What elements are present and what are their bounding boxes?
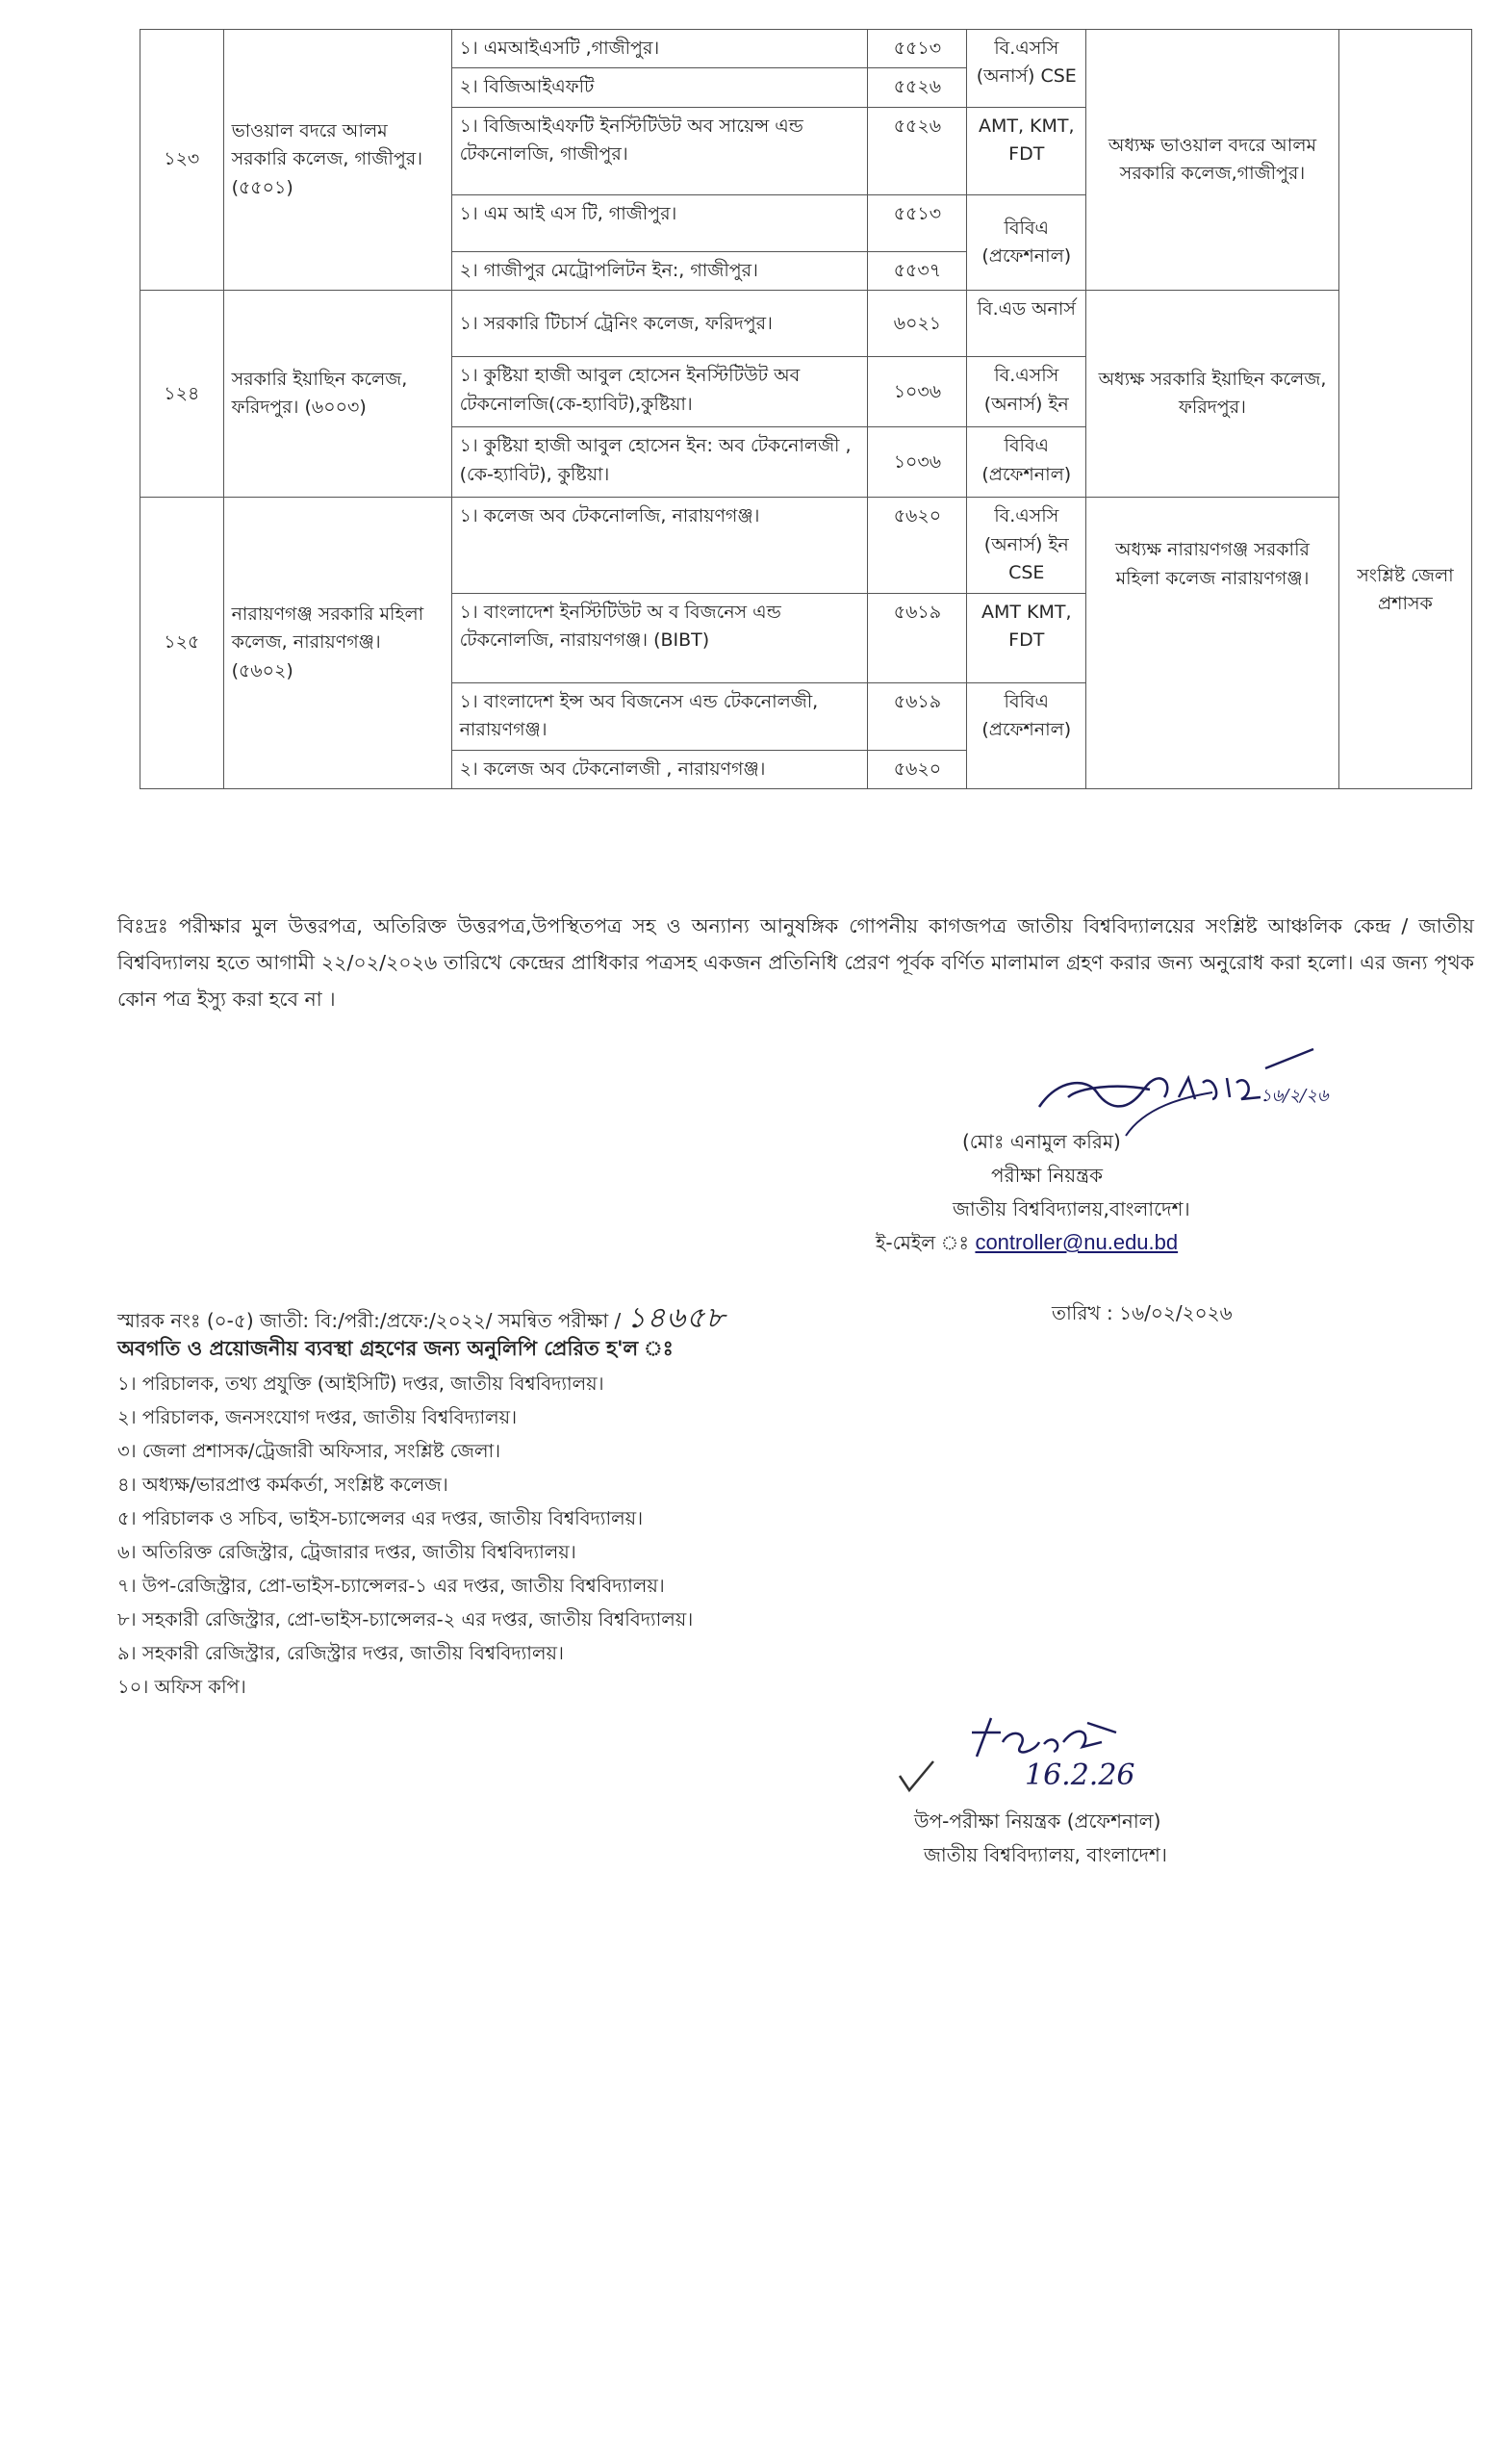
subject-cell: বি.এড অনার্স xyxy=(967,291,1086,357)
responsible-cell: অধ্যক্ষ ভাওয়াল বদরে আলম সরকারি কলেজ,গাজীপুর। xyxy=(1086,30,1339,291)
subject-cell: বি.এসসি (অনার্স) ইন CSE xyxy=(967,498,1086,593)
signatory-designation: উপ-পরীক্ষা নিয়ন্ত্রক (প্রফেশনাল) xyxy=(914,1810,1161,1833)
code-cell: ৫৬২০ xyxy=(868,750,967,788)
list-item: ৫। পরিচালক ও সচিব, ভাইস-চ্যান্সেলর এর দপ্তর, জাতীয় বিশ্ববিদ্যালয়। xyxy=(117,1507,644,1529)
code-cell: ৫৫১৩ xyxy=(868,30,967,68)
list-item: ৬। অতিরিক্ত রেজিস্ট্রার, ট্রেজারার দপ্তর, জাতীয় বিশ্ববিদ্যালয়। xyxy=(117,1541,576,1563)
subject-cell: বিবিএ (প্রফেশনাল) xyxy=(967,682,1086,788)
list-item: ৪। অধ্যক্ষ/ভারপ্রাপ্ত কর্মকর্তা, সংশ্লিষ্ট কলেজ। xyxy=(117,1474,448,1496)
subject-cell: বি.এসসি (অনার্স) CSE xyxy=(967,30,1086,108)
signature-date-handwritten: 16.2.26 xyxy=(1025,1758,1135,1792)
subject-cell: AMT, KMT, FDT xyxy=(967,107,1086,194)
list-item: ২। পরিচালক, জনসংযোগ দপ্তর, জাতীয় বিশ্ববিদ্যালয়। xyxy=(117,1406,518,1428)
subject-cell: AMT KMT, FDT xyxy=(967,593,1086,682)
code-cell: ৬০২১ xyxy=(868,291,967,357)
list-item: ১। পরিচালক, তথ্য প্রযুক্তি (আইসিটি) দপ্তর, জাতীয় বিশ্ববিদ্যালয়। xyxy=(117,1373,604,1395)
institute-cell: ২। গাজীপুর মেট্রোপলিটন ইন:, গাজীপুর। xyxy=(451,251,868,290)
cc-list xyxy=(117,1367,693,1704)
serial-cell: ১২৪ xyxy=(140,291,224,498)
code-cell: ৫৬১৯ xyxy=(868,593,967,682)
district-cell xyxy=(1338,30,1471,789)
code-cell: ৫৫২৬ xyxy=(868,68,967,107)
email-link[interactable]: controller@nu.edu.bd xyxy=(975,1230,1179,1254)
code-cell: ৫৫৩৭ xyxy=(868,251,967,290)
code-cell: ৫৬২০ xyxy=(868,498,967,593)
deputy-controller-signature-block xyxy=(885,1704,1270,1877)
note-paragraph: বিঃদ্রঃ পরীক্ষার মুল উত্তরপত্র, অতিরিক্ত উত্তরপত্র,উপস্থিতপত্র সহ ও অন্যান্য আনুষঙ্গিক গোপনীয় কাগজপত্র জাতীয় বিশ্ববিদ্যালয়ের সংশ্লিষ্ট আঞ্চলিক কেন্দ্র / জাতীয় বিশ্ববিদ্যালয় হতে আগামী ২২/০২/২০২৬ তারিখে কেন্দ্রের প্রাধিকার পত্রসহ একজন প্রতিনিধি প্রেরণ পূর্বক বর্ণিত মালামাল গ্রহণ করার জন্য অনুরোধ করা হলো। এর জন্য পৃথক কোন পত্র ইস্যু করা হবে না । xyxy=(117,913,1474,1011)
responsible-cell: অধ্যক্ষ সরকারি ইয়াছিন কলেজ, ফরিদপুর। xyxy=(1086,291,1339,498)
serial-cell: ১২৩ xyxy=(140,30,224,291)
institute-cell: ১। কুষ্টিয়া হাজী আবুল হোসেন ইন: অব টেকনোলজী , (কে-হ্যাবিট), কুষ্টিয়া। xyxy=(451,427,868,498)
email-line xyxy=(876,1229,1178,1261)
subject-cell: বিবিএ (প্রফেশনাল) xyxy=(967,194,1086,290)
institute-cell: ২। কলেজ অব টেকনোলজী , নারায়ণগঞ্জ। xyxy=(451,750,868,788)
institute-cell: ২। বিজিআইএফটি xyxy=(451,68,868,107)
institute-cell: ১। কলেজ অব টেকনোলজি, নারায়ণগঞ্জ। xyxy=(451,498,868,593)
code-cell: ৫৫২৬ xyxy=(868,107,967,194)
college-cell: নারায়ণগঞ্জ সরকারি মহিলা কলেজ, নারায়ণগঞ্জ। (৫৬০২) xyxy=(223,498,451,789)
code-cell: ৫৫১৩ xyxy=(868,194,967,251)
college-cell: সরকারি ইয়াছিন কলেজ, ফরিদপুর। (৬০০৩) xyxy=(223,291,451,498)
signatory-organization: জাতীয় বিশ্ববিদ্যালয়,বাংলাদেশ। xyxy=(953,1197,1190,1220)
code-cell: ৫৬১৯ xyxy=(868,682,967,750)
cc-heading: অবগতি ও প্রয়োজনীয় ব্যবস্থা গ্রহণের জন্য অনুলিপি প্রেরিত হ'ল ঃ xyxy=(117,1337,674,1360)
institute-cell: ১। বাংলাদেশ ইন্স অব বিজনেস এন্ড টেকনোলজী, নারায়ণগঞ্জ। xyxy=(451,682,868,750)
subject-cell: বি.এসসি (অনার্স) ইন xyxy=(967,357,1086,427)
institute-cell: ১। সরকারি টিচার্স ট্রেনিং কলেজ, ফরিদপুর। xyxy=(451,291,868,357)
institute-cell: ১। বিজিআইএফটি ইনস্টিটিউট অব সায়েন্স এন্ড টেকনোলজি, গাজীপুর। xyxy=(451,107,868,194)
table-row xyxy=(140,291,1472,357)
institute-cell: ১। কুষ্টিয়া হাজী আবুল হোসেন ইনস্টিটিউট অব টেকনোলজি(কে-হ্যাবিট),কুষ্টিয়া। xyxy=(451,357,868,427)
list-item: ৩। জেলা প্রশাসক/ট্রেজারী অফিসার, সংশ্লিষ্ট জেলা। xyxy=(117,1440,501,1462)
list-item: ৮। সহকারী রেজিস্ট্রার, প্রো-ভাইস-চ্যান্সেলর-২ এর দপ্তর, জাতীয় বিশ্ববিদ্যালয়। xyxy=(117,1608,694,1630)
signature-date-handwritten: ১৬/২/২৬ xyxy=(1261,1086,1329,1106)
table-row xyxy=(140,30,1472,68)
list-item: ৭। উপ-রেজিস্ট্রার, প্রো-ভাইস-চ্যান্সেলর-১ এর দপ্তর, জাতীয় বিশ্ববিদ্যালয়। xyxy=(117,1575,665,1597)
exam-centers-table xyxy=(140,29,1472,789)
memo-handwritten-number: ১৪৬৫৮ xyxy=(626,1301,726,1335)
memo-number: স্মারক নংঃ (০-৫) জাতী: বি:/পরী:/প্রফে:/২০২২/ সমন্বিত পরীক্ষা / xyxy=(117,1309,622,1332)
district-text: সংশ্লিষ্ট জেলা প্রশাসক xyxy=(1357,565,1454,615)
serial-cell: ১২৫ xyxy=(140,498,224,789)
signatory-organization: জাতীয় বিশ্ববিদ্যালয়, বাংলাদেশ। xyxy=(924,1843,1167,1866)
table-row xyxy=(140,498,1472,593)
subject-cell: বিবিএ (প্রফেশনাল) xyxy=(967,427,1086,498)
institute-cell: ১। এম আই এস টি, গাজীপুর। xyxy=(451,194,868,251)
email-label: ই-মেইল ঃ xyxy=(876,1231,970,1254)
code-cell: ১০৩৬ xyxy=(868,357,967,427)
code-cell: ১০৩৬ xyxy=(868,427,967,498)
institute-cell: ১। বাংলাদেশ ইনস্টিটিউট অ ব বিজনেস এন্ড টেকনোলজি, নারায়ণগঞ্জ। (BIBT) xyxy=(451,593,868,682)
memo-date: তারিখ : ১৬/০২/২০২৬ xyxy=(1052,1301,1233,1324)
responsible-cell: অধ্যক্ষ নারায়ণগঞ্জ সরকারি মহিলা কলেজ নারায়ণগঞ্জ। xyxy=(1086,498,1339,789)
list-item: ১০। অফিস কপি। xyxy=(117,1676,246,1698)
list-item: ৯। সহকারী রেজিস্ট্রার, রেজিস্ট্রার দপ্তর, জাতীয় বিশ্ববিদ্যালয়। xyxy=(117,1642,564,1664)
college-cell: ভাওয়াল বদরে আলম সরকারি কলেজ, গাজীপুর। (৫৫০১) xyxy=(223,30,451,291)
institute-cell: ১। এমআইএসটি ,গাজীপুর। xyxy=(451,30,868,68)
signatory-name: (মোঃ এনামুল করিম) xyxy=(962,1130,1121,1153)
signatory-designation: পরীক্ষা নিয়ন্ত্রক xyxy=(991,1164,1103,1187)
